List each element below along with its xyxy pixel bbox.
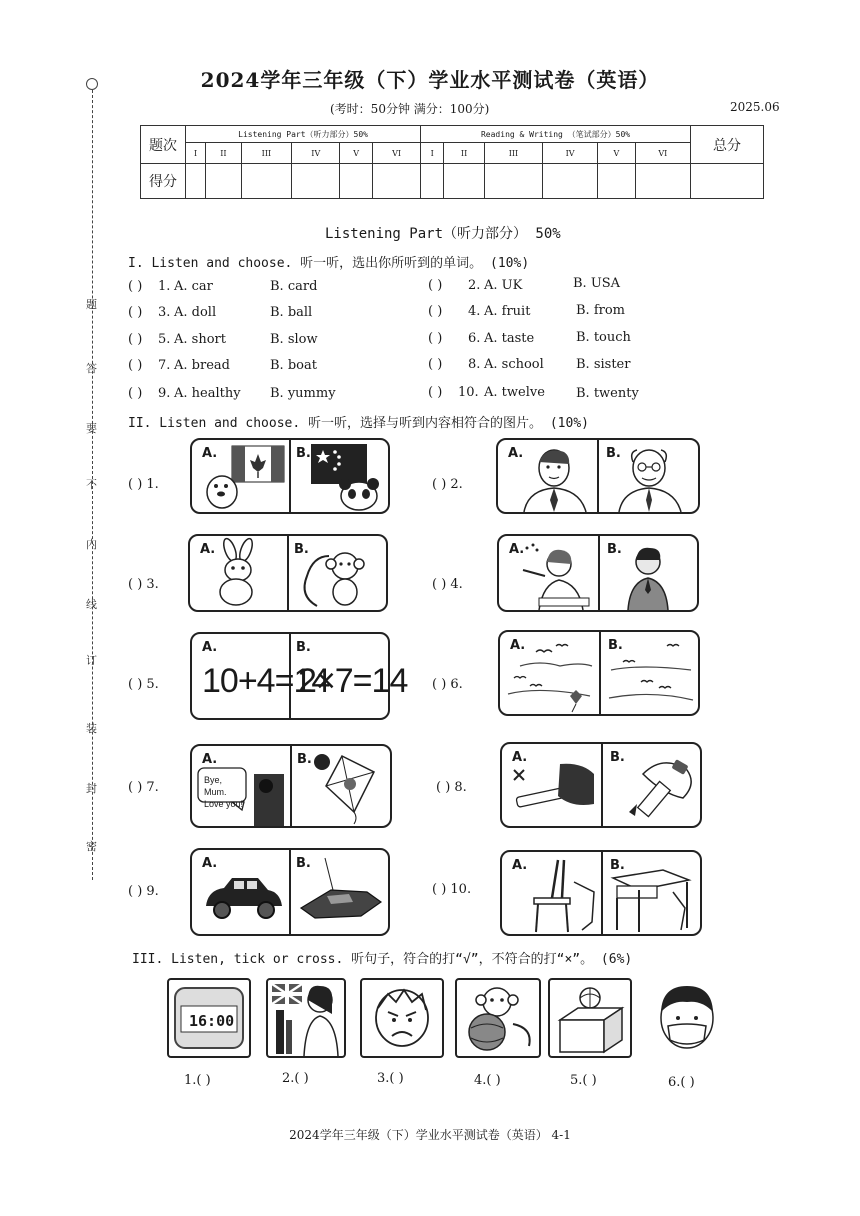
question-label[interactable]: ( ) 2. [432, 477, 463, 492]
answer-blank[interactable]: ( ) [128, 279, 143, 294]
option-b: B. boat [270, 358, 317, 373]
score-cell[interactable] [241, 164, 292, 199]
option-b-label: B. [608, 638, 623, 653]
answer-blank[interactable]: ( ) [428, 385, 443, 400]
roman-cell: V [598, 143, 636, 164]
side-char: 要 [86, 422, 97, 435]
option-b: B. yummy [270, 386, 336, 401]
option-b-label: B. [296, 856, 311, 871]
side-char: 密 [86, 840, 97, 853]
answer-blank[interactable]: ( ) [428, 357, 443, 372]
toy-boat-icon[interactable] [291, 850, 388, 934]
monkey-icon[interactable] [289, 536, 386, 610]
item-number: 1. [158, 279, 171, 294]
answer-blank[interactable]: ( ) [428, 331, 443, 346]
exam-subtitle: (考时：50分钟 满分：100分) [330, 102, 490, 116]
picture-card-6 [498, 630, 700, 716]
option-b: B. sister [576, 357, 631, 372]
equation-b[interactable]: 2×7=14 [298, 662, 408, 700]
picture-card-1 [190, 438, 390, 514]
option-b: B. touch [576, 330, 631, 345]
question-label[interactable]: ( ) 9. [128, 884, 159, 899]
tick-picture-3 [360, 978, 444, 1058]
picture-card-8 [500, 742, 702, 828]
option-b-label: B. [297, 752, 312, 767]
tick-picture-4 [455, 978, 541, 1058]
side-char: 内 [86, 538, 97, 551]
desk-icon[interactable] [603, 852, 700, 934]
option-b-label: B. [296, 640, 311, 655]
otter-canada-flag-icon[interactable] [192, 440, 289, 512]
teacher-icon[interactable] [499, 536, 598, 610]
option-b: B. from [576, 303, 625, 318]
option-a: A. bread [174, 358, 230, 373]
score-total-cell[interactable] [691, 164, 764, 199]
option-b-label: B. [607, 542, 622, 557]
rabbit-icon[interactable] [190, 536, 287, 610]
young-man-icon[interactable] [498, 440, 597, 512]
option-a: A. doll [174, 305, 217, 320]
score-row-label: 得分 [141, 164, 186, 199]
score-cell[interactable] [421, 164, 444, 199]
option-a-label: A. [512, 750, 528, 765]
option-a-label: A. [512, 858, 528, 873]
ball-on-box-icon[interactable] [550, 980, 630, 1056]
pencil-hand-icon[interactable] [603, 744, 700, 826]
option-a: A. school [484, 357, 544, 372]
student-icon[interactable] [600, 536, 697, 610]
option-b: B. slow [270, 332, 318, 347]
score-cell[interactable] [444, 164, 485, 199]
section1-heading: I. Listen and choose. 听一听，选出你所听到的单词。 (10%) [128, 256, 530, 271]
answer-blank[interactable]: ( ) [128, 305, 143, 320]
option-a: A. car [174, 279, 213, 294]
roman-cell: I [186, 143, 206, 164]
option-a-label: A. [510, 638, 526, 653]
birds-scene-icon[interactable] [601, 632, 698, 714]
item-number: 2. [468, 278, 481, 293]
option-a: A. healthy [174, 386, 241, 401]
item-number: 5. [158, 332, 171, 347]
option-a: A. short [174, 332, 226, 347]
roman-cell: VI [635, 143, 690, 164]
answer-blank[interactable]: ( ) [128, 358, 143, 373]
option-a: A. taste [484, 331, 535, 346]
option-b: B. card [270, 279, 318, 294]
answer-blank[interactable]: ( ) [128, 332, 143, 347]
question-label[interactable]: ( ) 1. [128, 477, 159, 492]
tick-answer[interactable]: 4.( ) [474, 1073, 501, 1088]
tick-answer[interactable]: 5.( ) [570, 1073, 597, 1088]
tick-picture-1 [167, 978, 251, 1058]
roman-cell: IV [292, 143, 340, 164]
answer-blank[interactable]: ( ) [428, 278, 443, 293]
score-cell[interactable] [373, 164, 421, 199]
side-char: 封 [86, 782, 97, 795]
tick-answer[interactable]: 6.( ) [668, 1075, 695, 1090]
item-number: 6. [468, 331, 481, 346]
option-b-label: B. [294, 542, 309, 557]
roman-cell: VI [373, 143, 421, 164]
section2-heading: II. Listen and choose. 听一听，选择与听到内容相符合的图片。 (10%) [128, 416, 589, 431]
picture-card-4 [497, 534, 699, 612]
exam-title: 2024学年三年级（下）学业水平测试卷（英语） [200, 68, 660, 92]
picture-card-7 [190, 744, 392, 828]
score-col-label: 题次 [141, 126, 186, 164]
exam-date: 2025.06 [730, 100, 780, 114]
option-a-label: A. [202, 752, 218, 767]
hand-cutting-icon[interactable] [502, 744, 601, 826]
side-char: 装 [86, 722, 97, 735]
answer-blank[interactable]: ( ) [128, 386, 143, 401]
reading-header: Reading & Writing （笔试部分）50% [421, 126, 691, 143]
picture-card-5 [190, 632, 408, 720]
section3-heading: III. Listen, tick or cross. 听句子，符合的打“√”，不符合的打“×”。 (6%) [132, 952, 633, 967]
roman-cell: I [421, 143, 444, 164]
item-number: 8. [468, 357, 481, 372]
roman-cell: II [206, 143, 241, 164]
listening-header: Listening Part（听力部分）50% [186, 126, 421, 143]
side-char: 题 [86, 298, 97, 311]
tick-answer[interactable]: 3.( ) [377, 1071, 404, 1086]
tick-picture-2 [266, 978, 346, 1058]
listening-part-heading: Listening Part（听力部分） 50% [325, 226, 561, 242]
tick-answer[interactable]: 2.( ) [282, 1071, 309, 1086]
side-char: 答 [86, 362, 97, 375]
page-footer: 2024学年三年级（下）学业水平测试卷（英语） 4-1 [289, 1128, 571, 1142]
question-label[interactable]: ( ) 10. [432, 882, 472, 897]
old-man-icon[interactable] [599, 440, 698, 512]
score-table [140, 125, 764, 199]
side-char: 线 [86, 598, 97, 611]
picture-card-3 [188, 534, 388, 612]
item-number: 3. [158, 305, 171, 320]
option-a-label: A. [202, 446, 218, 461]
roman-cell: IV [543, 143, 598, 164]
option-b: B. USA [573, 276, 621, 291]
roman-cell: III [484, 143, 542, 164]
item-number: 4. [468, 304, 481, 319]
score-cell[interactable] [484, 164, 542, 199]
monkey-ball-icon[interactable] [457, 980, 539, 1056]
birds-kite-scene-icon[interactable] [500, 632, 599, 714]
roman-cell: III [241, 143, 292, 164]
boy-face-mask-icon[interactable] [642, 978, 732, 1056]
roman-cell: V [340, 143, 373, 164]
option-b-label: B. [296, 446, 311, 461]
score-cell[interactable] [340, 164, 373, 199]
option-a: A. twelve [484, 385, 545, 400]
option-a-label: A. [202, 856, 218, 871]
option-b-label: B. [610, 750, 625, 765]
side-char: 订 [86, 654, 97, 667]
item-number: 10. [458, 385, 479, 400]
angry-boy-icon[interactable] [362, 980, 442, 1056]
question-label[interactable]: ( ) 4. [432, 577, 463, 592]
option-a-label: A. [200, 542, 216, 557]
option-b-label: B. [610, 858, 625, 873]
girl-uk-flag-icon[interactable] [268, 980, 344, 1056]
question-label[interactable]: ( ) 6. [432, 677, 463, 692]
score-total-label: 总分 [691, 126, 764, 164]
option-a: A. fruit [484, 304, 531, 319]
option-a-label: A. [508, 446, 524, 461]
speech-bubble-text: Bye, Mum. Love you! [204, 775, 244, 809]
question-label[interactable]: ( ) 8. [436, 780, 467, 795]
side-char: 不 [86, 478, 97, 491]
score-cell[interactable] [206, 164, 241, 199]
tick-picture-5 [548, 978, 632, 1058]
option-b: B. ball [270, 305, 313, 320]
option-b: B. twenty [576, 386, 639, 401]
item-number: 7. [158, 358, 171, 373]
score-cell[interactable] [543, 164, 598, 199]
tick-picture-6 [642, 978, 732, 1056]
question-label[interactable]: ( ) 5. [128, 677, 159, 692]
score-cell[interactable] [598, 164, 636, 199]
option-a: A. UK [484, 278, 523, 293]
score-cell[interactable] [292, 164, 340, 199]
kite-icon[interactable] [292, 746, 390, 826]
option-b-label: B. [606, 446, 621, 461]
option-a-label: A. [509, 542, 525, 557]
equation-a[interactable]: 10+4=14 [202, 662, 330, 700]
question-label[interactable]: ( ) 3. [128, 577, 159, 592]
panda-china-flag-icon[interactable] [291, 440, 388, 512]
question-label[interactable]: ( ) 7. [128, 780, 159, 795]
picture-card-2 [496, 438, 700, 514]
score-cell[interactable] [635, 164, 690, 199]
option-a-label: A. [202, 640, 218, 655]
roman-cell: II [444, 143, 485, 164]
chair-icon[interactable] [502, 852, 601, 934]
picture-card-9 [190, 848, 390, 936]
picture-card-10 [500, 850, 702, 936]
clock-time: 16:00 [189, 1012, 235, 1030]
answer-blank[interactable]: ( ) [428, 304, 443, 319]
item-number: 9. [158, 386, 171, 401]
toy-car-icon[interactable] [192, 850, 289, 934]
score-cell[interactable] [186, 164, 206, 199]
tick-answer[interactable]: 1.( ) [184, 1073, 211, 1088]
